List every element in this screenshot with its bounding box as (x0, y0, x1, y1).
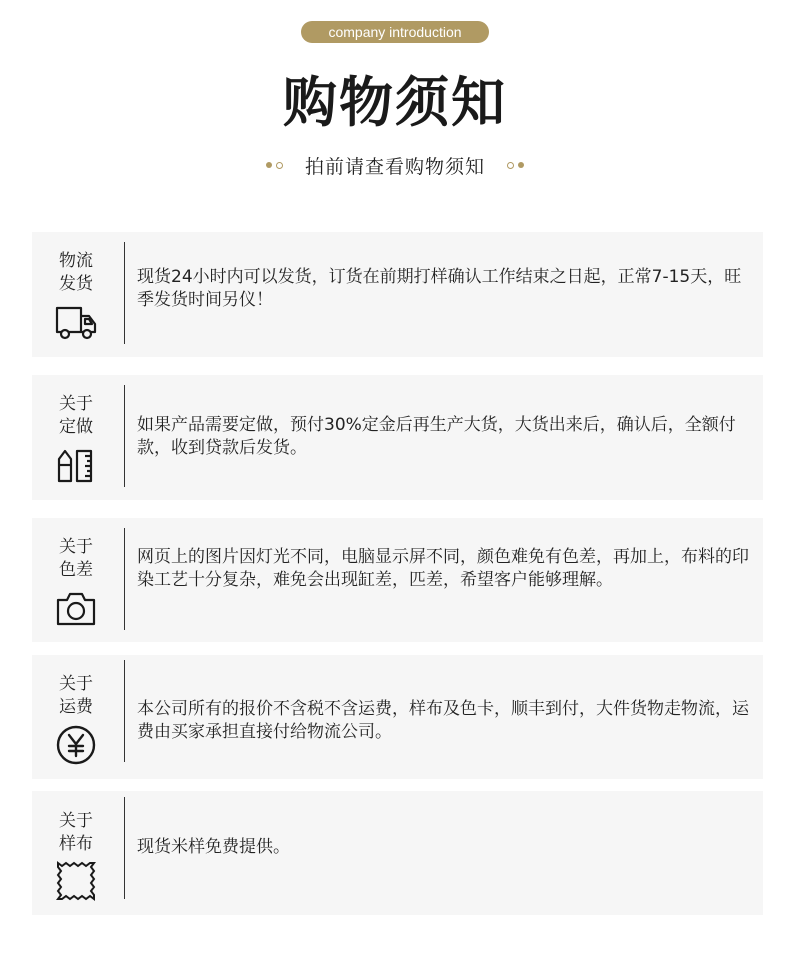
card-shipping-fee (32, 655, 763, 779)
card-text: 网页上的图片因灯光不同，电脑显示屏不同，颜色难免有色差，再加上，布料的印染工艺十分复杂，难免会出现缸差，匹差，希望客户能够理解。 (137, 547, 749, 590)
camera-icon (54, 586, 98, 630)
card-divider (124, 660, 125, 762)
card-text: 现货米样免费提供。 (137, 837, 290, 857)
card-divider (124, 385, 125, 487)
yen-icon (54, 723, 98, 767)
card-divider (124, 242, 125, 344)
left-dots-ornament (266, 162, 283, 169)
company-introduction-badge: company introduction (301, 21, 489, 43)
card-text: 现货24小时内可以发货，订货在前期打样确认工作结束之日起，正常7-15天，旺季发货时间另仪！ (137, 267, 742, 310)
fabric-swatch-icon (54, 859, 98, 903)
card-divider (124, 528, 125, 630)
page-subtitle: 拍前请查看购物须知 (304, 155, 485, 178)
card-fabric-sample (32, 791, 763, 915)
truck-icon (54, 300, 98, 344)
card-logistics (32, 232, 763, 357)
card-customization (32, 375, 763, 500)
subtitle-row (0, 150, 790, 180)
card-label: 关于 定做 (59, 394, 93, 437)
card-label: 关于 色差 (59, 537, 93, 580)
card-divider (124, 797, 125, 899)
right-dots-ornament (507, 162, 524, 169)
page-title: 购物须知 (283, 71, 507, 134)
card-text: 本公司所有的报价不含税不含运费，样布及色卡，顺丰到付，大件货物走物流，运费由买家承担直接付给物流公司。 (137, 699, 749, 742)
customize-icon (54, 443, 98, 487)
card-color-difference (32, 518, 763, 642)
card-text: 如果产品需要定做，预付30%定金后再生产大货，大货出来后，确认后，全额付款，收到贷款后发货。 (137, 415, 736, 458)
card-label: 物流 发货 (59, 251, 93, 294)
card-label: 关于 运费 (59, 674, 93, 717)
card-label: 关于 样布 (59, 811, 93, 854)
